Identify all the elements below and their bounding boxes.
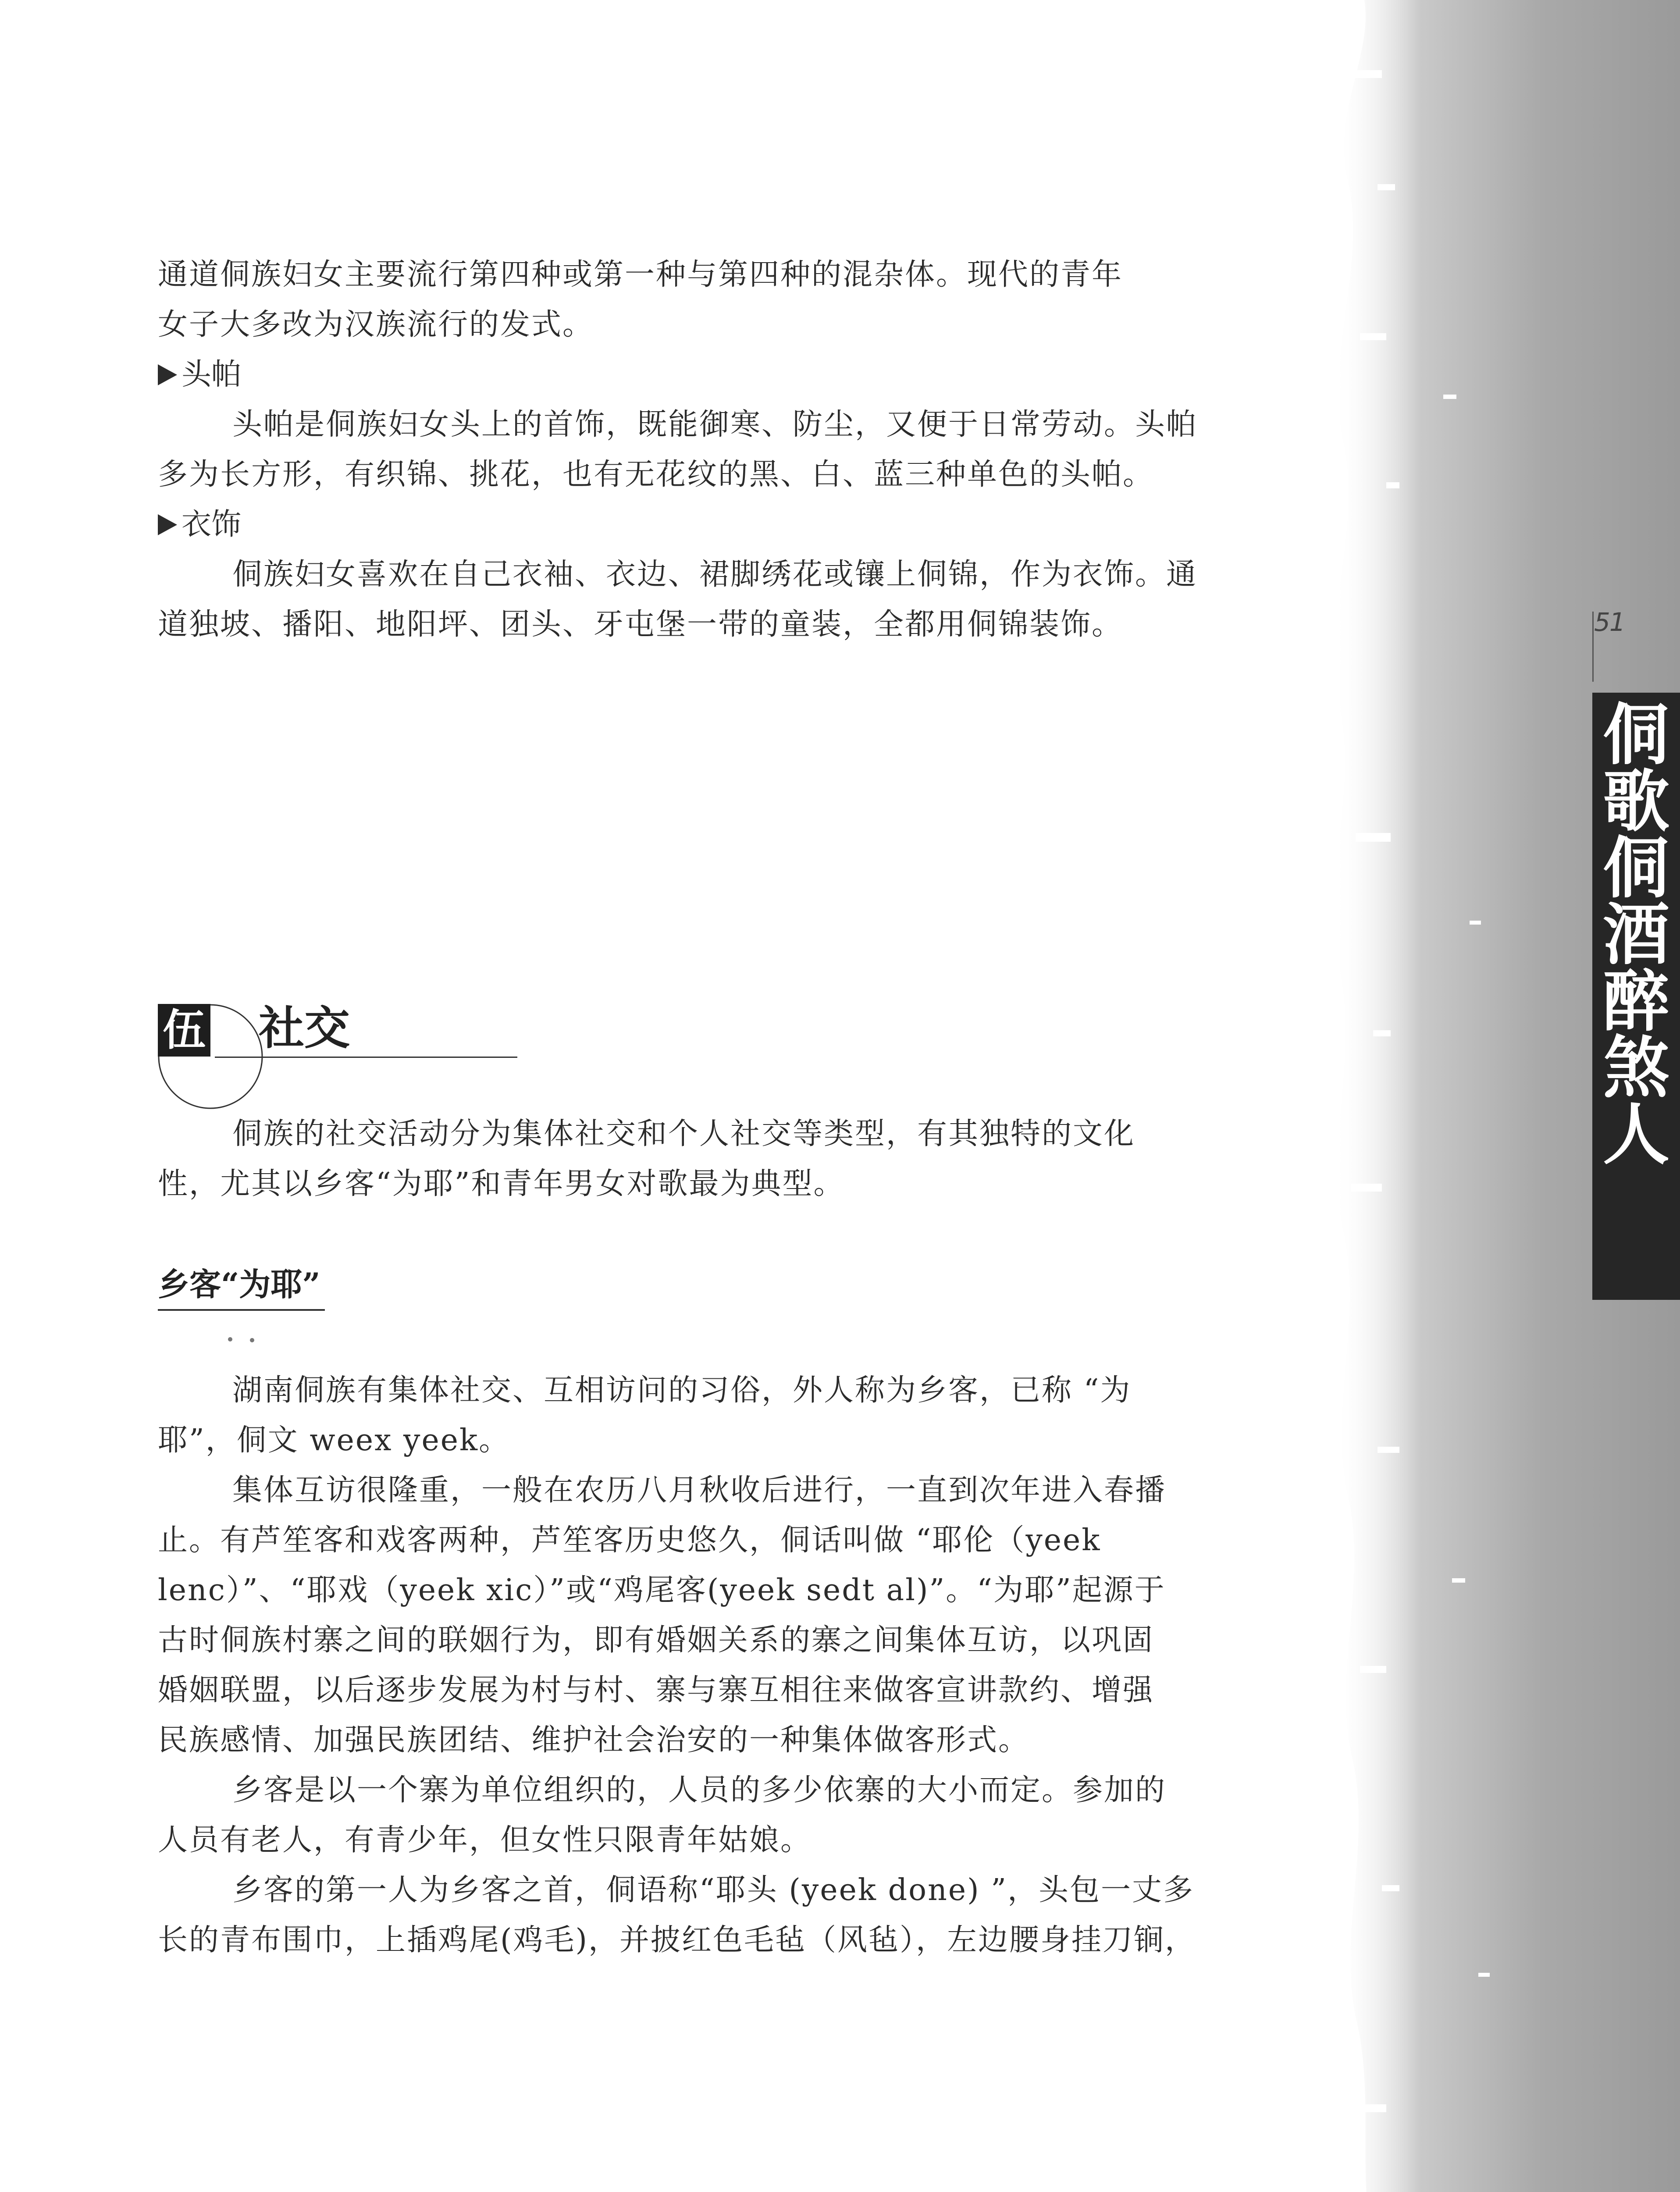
paragraph-line: 乡客是以一个寨为单位组织的，人员的多少依寨的大小而定。参加的 bbox=[232, 1773, 1167, 1808]
print-speck bbox=[228, 1337, 232, 1342]
section-number: 伍 bbox=[158, 1004, 210, 1057]
paragraph-line: 侗族妇女喜欢在自己衣袖、衣边、裙脚绣花或镶上侗锦，作为衣饰。通 bbox=[232, 557, 1198, 592]
section-intro bbox=[158, 1109, 1315, 1209]
paragraph-line: 乡客的第一人为乡客之首，侗语称“耶头 (yeek done) ”，头包一丈多 bbox=[232, 1873, 1195, 1907]
paragraph-line: 止。有芦笙客和戏客两种，芦笙客历史悠久，侗话叫做 “耶伦（yeek bbox=[158, 1523, 1101, 1558]
subheading-label: 衣饰 bbox=[182, 507, 242, 542]
side-title-char: 醉 bbox=[1603, 962, 1669, 1040]
paragraph-line: 通道侗族妇女主要流行第四种或第一种与第四种的混杂体。现代的青年 bbox=[158, 257, 1123, 292]
section-title: 社交 bbox=[259, 1001, 350, 1055]
paragraph-line: 民族感情、加强民族团结、维护社会治安的一种集体做客形式。 bbox=[158, 1723, 1030, 1758]
paragraph-line: 长的青布围巾，上插鸡尾(鸡毛)，并披红色毛毡（风毡），左边腰身挂刀锏， bbox=[158, 1923, 1196, 1957]
paragraph-line: 道独坡、播阳、地阳坪、团头、牙屯堡一带的童装，全都用侗锦装饰。 bbox=[158, 607, 1123, 642]
paragraph-line: 湖南侗族有集体社交、互相访问的习俗，外人称为乡客，已称 “为 bbox=[232, 1373, 1132, 1408]
page-number: 51 bbox=[1594, 607, 1625, 637]
paragraph-line: 多为长方形，有织锦、挑花，也有无花纹的黑、白、蓝三种单色的头帕。 bbox=[158, 457, 1154, 492]
triangle-bullet-icon bbox=[158, 364, 177, 385]
subheading-label: 头帕 bbox=[182, 357, 242, 392]
paragraph-line: 头帕是侗族妇女头上的首饰，既能御寒、防尘，又便于日常劳动。头帕 bbox=[232, 407, 1198, 442]
paragraph-line: 人员有老人，有青少年，但女性只限青年姑娘。 bbox=[158, 1823, 812, 1858]
paragraph-line: 耶”，侗文 weex yeek。 bbox=[158, 1423, 510, 1458]
side-title-char: 煞 bbox=[1603, 1028, 1669, 1107]
subheading-clothing-ornaments bbox=[158, 500, 1315, 550]
paragraph-line: 侗族的社交活动分为集体社交和个人社交等类型，有其独特的文化 bbox=[232, 1117, 1135, 1151]
paragraph-line: 女子大多改为汉族流行的发式。 bbox=[158, 307, 594, 342]
paragraph-line: 古时侗族村寨之间的联姻行为，即有婚姻关系的寨之间集体互访，以巩固 bbox=[158, 1623, 1154, 1658]
side-chapter-title bbox=[1592, 693, 1680, 1300]
subsection-title: 乡客“为耶” bbox=[158, 1263, 325, 1311]
subsection-body bbox=[158, 1366, 1315, 1965]
text-block-hairstyle-and-ornaments bbox=[158, 250, 1315, 650]
paragraph-line: 性，尤其以乡客“为耶”和青年男女对歌最为典型。 bbox=[158, 1167, 845, 1201]
paragraph-line: lenc）”、“耶戏（yeek xic）”或“鸡尾客(yeek sedt al)”。“为耶”起源于 bbox=[158, 1573, 1166, 1608]
triangle-bullet-icon bbox=[158, 514, 177, 535]
side-title-char: 侗 bbox=[1603, 695, 1669, 774]
side-title-char: 歌 bbox=[1603, 762, 1669, 840]
print-speck bbox=[250, 1338, 254, 1342]
side-title-char: 人 bbox=[1603, 1095, 1669, 1174]
page-number-rule bbox=[1592, 612, 1594, 682]
paragraph-line: 婚姻联盟，以后逐步发展为村与村、寨与寨互相往来做客宣讲款约、增强 bbox=[158, 1673, 1154, 1708]
section-underline bbox=[215, 1057, 517, 1058]
side-title-char: 酒 bbox=[1603, 895, 1669, 974]
side-title-char: 侗 bbox=[1603, 829, 1669, 907]
section-heading bbox=[158, 995, 386, 1092]
paragraph-line: 集体互访很隆重，一般在农历八月秋收后进行，一直到次年进入春播 bbox=[232, 1473, 1167, 1508]
subheading-headscarf bbox=[158, 350, 1315, 400]
